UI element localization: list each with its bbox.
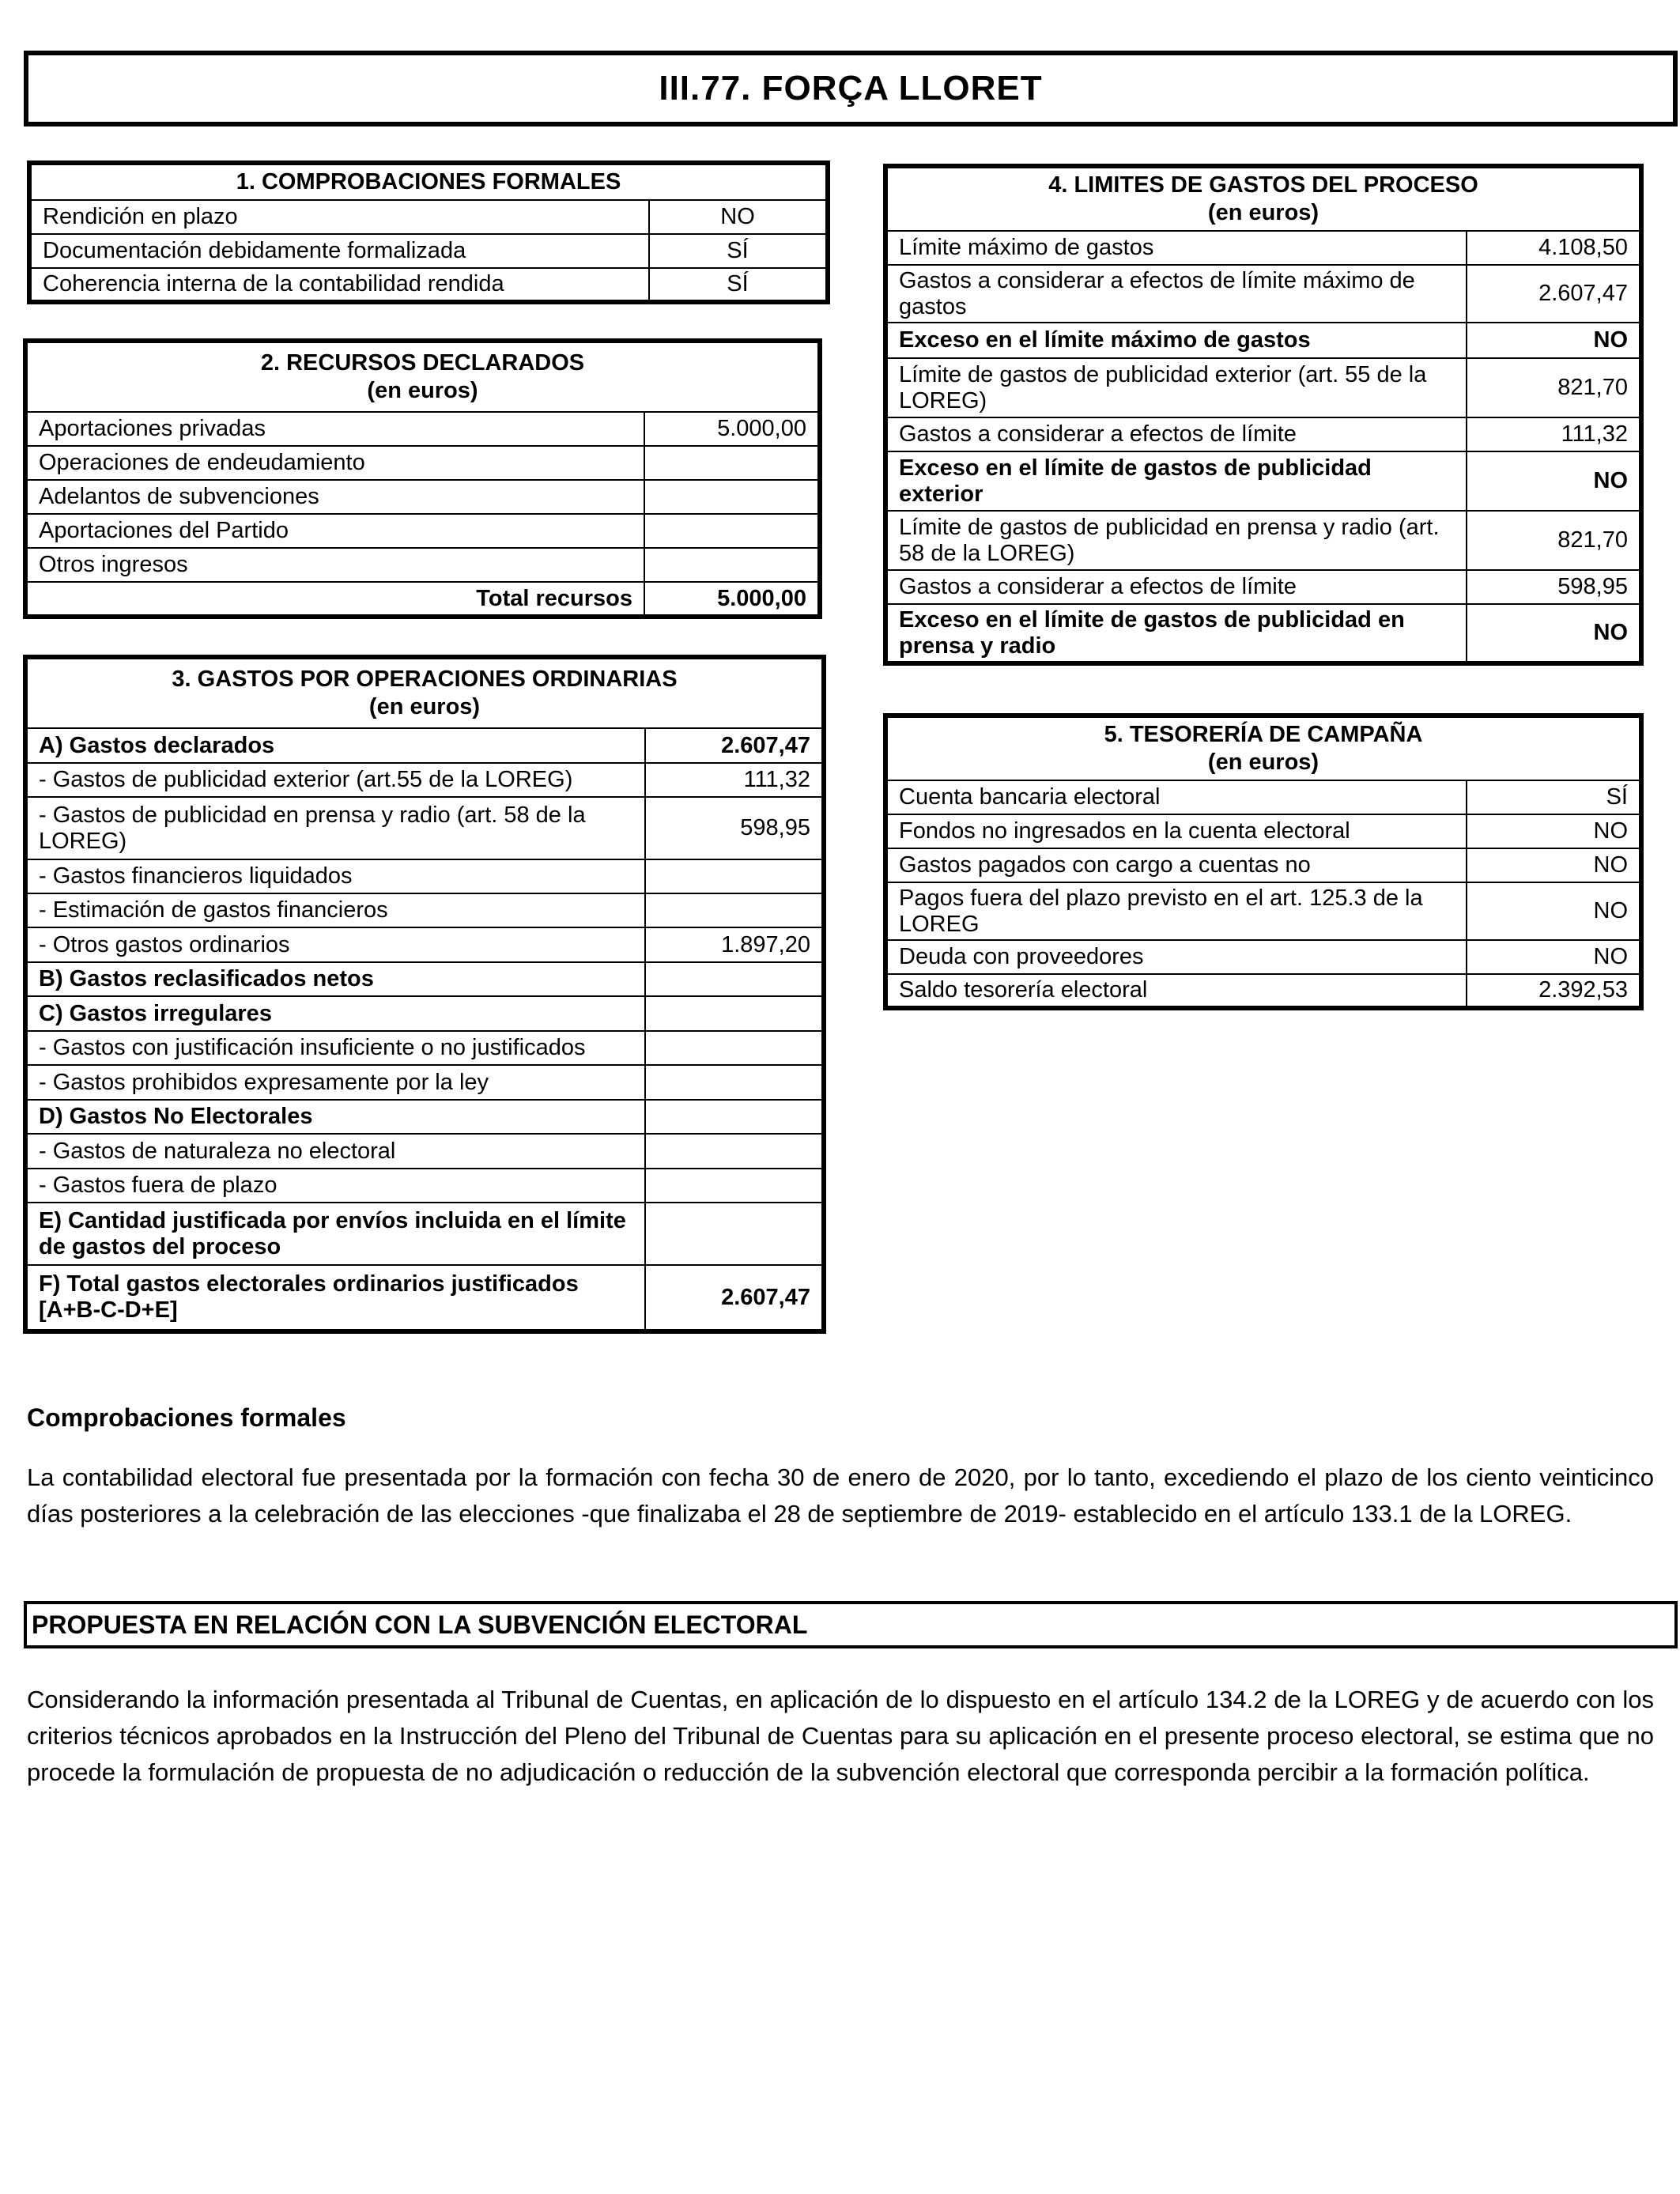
total-value: 5.000,00 — [644, 582, 820, 617]
row-label: Documentación debidamente formalizada — [29, 234, 649, 268]
row-value: NO — [649, 200, 828, 234]
row-label: Coherencia interna de la contabilidad rendida — [29, 268, 649, 302]
row-value — [645, 962, 824, 996]
row-label: Exceso en el límite máximo de gastos — [885, 323, 1467, 358]
row-value: NO — [1467, 323, 1641, 358]
recursos-declarados-table — [23, 338, 822, 619]
row-value — [644, 446, 820, 480]
row-label: - Gastos financieros liquidados — [25, 859, 645, 893]
total-label: Total recursos — [25, 582, 644, 617]
row-label: - Gastos con justificación insuficiente o no justificados — [25, 1031, 645, 1065]
row-value — [645, 1134, 824, 1169]
row-label: - Gastos de publicidad exterior (art.55 de la LOREG) — [25, 763, 645, 797]
gastos-ordinarios-table — [23, 655, 826, 1334]
tesoreria-table — [883, 713, 1644, 1010]
row-value — [645, 1203, 824, 1265]
row-label: Aportaciones del Partido — [25, 514, 644, 548]
row-label: Límite de gastos de publicidad exterior (art. 55 de la LOREG) — [885, 358, 1467, 417]
row-label: Exceso en el límite de gastos de publicidad exterior — [885, 451, 1467, 511]
row-label: B) Gastos reclasificados netos — [25, 962, 645, 996]
comprobaciones-paragraph: La contabilidad electoral fue presentada por la formación con fecha 30 de enero de 2020, por lo tanto, excediendo el plazo de los ciento veinticinco días posteriores a la celebración de las elecciones -que finalizaba el 28 de septiembre de 2019- establecido en el artículo 133.1 de la LOREG. — [27, 1463, 1654, 1527]
section-5-header: 5. TESORERÍA DE CAMPAÑA (en euros) — [885, 716, 1641, 780]
row-label: Gastos a considerar a efectos de límite — [885, 570, 1467, 604]
row-value: NO — [1467, 604, 1641, 663]
row-label: Aportaciones privadas — [25, 412, 644, 446]
row-label: Pagos fuera del plazo previsto en el art. 125.3 de la LOREG — [885, 882, 1467, 940]
row-value: 821,70 — [1467, 358, 1641, 417]
row-value — [644, 480, 820, 514]
row-value: 1.897,20 — [645, 927, 824, 962]
row-label: Exceso en el límite de gastos de publicidad en prensa y radio — [885, 604, 1467, 663]
row-value: 598,95 — [645, 797, 824, 859]
limites-gastos-table — [883, 164, 1644, 666]
row-value: NO — [1467, 814, 1641, 848]
section-2-header: 2. RECURSOS DECLARADOS (en euros) — [25, 341, 820, 412]
row-label: D) Gastos No Electorales — [25, 1100, 645, 1134]
row-label: - Gastos fuera de plazo — [25, 1169, 645, 1203]
row-label: Otros ingresos — [25, 548, 644, 582]
row-value — [645, 859, 824, 893]
propuesta-paragraph: Considerando la información presentada al Tribunal de Cuentas, en aplicación de lo dispuesto en el artículo 134.2 de la LOREG y de acuerdo con los criterios técnicos aprobados en la Instrucción del Pleno del Tribunal de Cuentas para su aplicación en el presente proceso electoral, se estima que no procede la formulación de propuesta de no adjudicación o reducción de la subvención electoral que corresponda percibir a la formación política. — [27, 1686, 1654, 1786]
row-value: NO — [1467, 940, 1641, 974]
row-label: - Otros gastos ordinarios — [25, 927, 645, 962]
row-label: Gastos a considerar a efectos de límite máximo de gastos — [885, 265, 1467, 323]
row-label: Operaciones de endeudamiento — [25, 446, 644, 480]
row-label: A) Gastos declarados — [25, 728, 645, 763]
row-label: Límite máximo de gastos — [885, 231, 1467, 265]
row-label: Límite de gastos de publicidad en prensa y radio (art. 58 de la LOREG) — [885, 511, 1467, 570]
row-value — [645, 1065, 824, 1100]
row-value: 2.392,53 — [1467, 974, 1641, 1008]
row-label: F) Total gastos electorales ordinarios justificados [A+B-C-D+E] — [25, 1265, 645, 1331]
page-title: III.77. FORÇA LLORET — [24, 51, 1678, 127]
row-value — [645, 1169, 824, 1203]
row-value: NO — [1467, 848, 1641, 882]
row-value: 111,32 — [645, 763, 824, 797]
row-value: 598,95 — [1467, 570, 1641, 604]
row-label: Fondos no ingresados en la cuenta electoral — [885, 814, 1467, 848]
row-value: 2.607,47 — [1467, 265, 1641, 323]
row-label: - Gastos de naturaleza no electoral — [25, 1134, 645, 1169]
row-value: 2.607,47 — [645, 728, 824, 763]
row-value: SÍ — [649, 268, 828, 302]
section-1-header: 1. COMPROBACIONES FORMALES — [29, 163, 828, 200]
row-value — [645, 996, 824, 1031]
row-value — [644, 514, 820, 548]
section-4-header: 4. LIMITES DE GASTOS DEL PROCESO (en euros) — [885, 166, 1641, 231]
row-label: Adelantos de subvenciones — [25, 480, 644, 514]
section-3-header: 3. GASTOS POR OPERACIONES ORDINARIAS (en euros) — [25, 657, 824, 728]
row-label: E) Cantidad justificada por envíos incluida en el límite de gastos del proceso — [25, 1203, 645, 1265]
row-value — [644, 548, 820, 582]
row-value: SÍ — [1467, 780, 1641, 814]
row-value — [645, 893, 824, 927]
row-value: SÍ — [649, 234, 828, 268]
row-label: - Estimación de gastos financieros — [25, 893, 645, 927]
row-value — [645, 1031, 824, 1065]
row-value: 2.607,47 — [645, 1265, 824, 1331]
row-label: - Gastos prohibidos expresamente por la ley — [25, 1065, 645, 1100]
row-value: 111,32 — [1467, 417, 1641, 451]
row-value: NO — [1467, 882, 1641, 940]
row-value: 821,70 — [1467, 511, 1641, 570]
row-label: Saldo tesorería electoral — [885, 974, 1467, 1008]
row-label: - Gastos de publicidad en prensa y radio (art. 58 de la LOREG) — [25, 797, 645, 859]
row-label: Cuenta bancaria electoral — [885, 780, 1467, 814]
propuesta-heading: PROPUESTA EN RELACIÓN CON LA SUBVENCIÓN ELECTORAL — [24, 1601, 1678, 1648]
row-label: Deuda con proveedores — [885, 940, 1467, 974]
row-value: 5.000,00 — [644, 412, 820, 446]
row-value: 4.108,50 — [1467, 231, 1641, 265]
row-value — [645, 1100, 824, 1134]
comprobaciones-heading: Comprobaciones formales — [27, 1403, 346, 1432]
row-label: Gastos pagados con cargo a cuentas no — [885, 848, 1467, 882]
row-label: Gastos a considerar a efectos de límite — [885, 417, 1467, 451]
comprobaciones-formales-table — [27, 160, 830, 304]
row-value: NO — [1467, 451, 1641, 511]
row-label: C) Gastos irregulares — [25, 996, 645, 1031]
row-label: Rendición en plazo — [29, 200, 649, 234]
